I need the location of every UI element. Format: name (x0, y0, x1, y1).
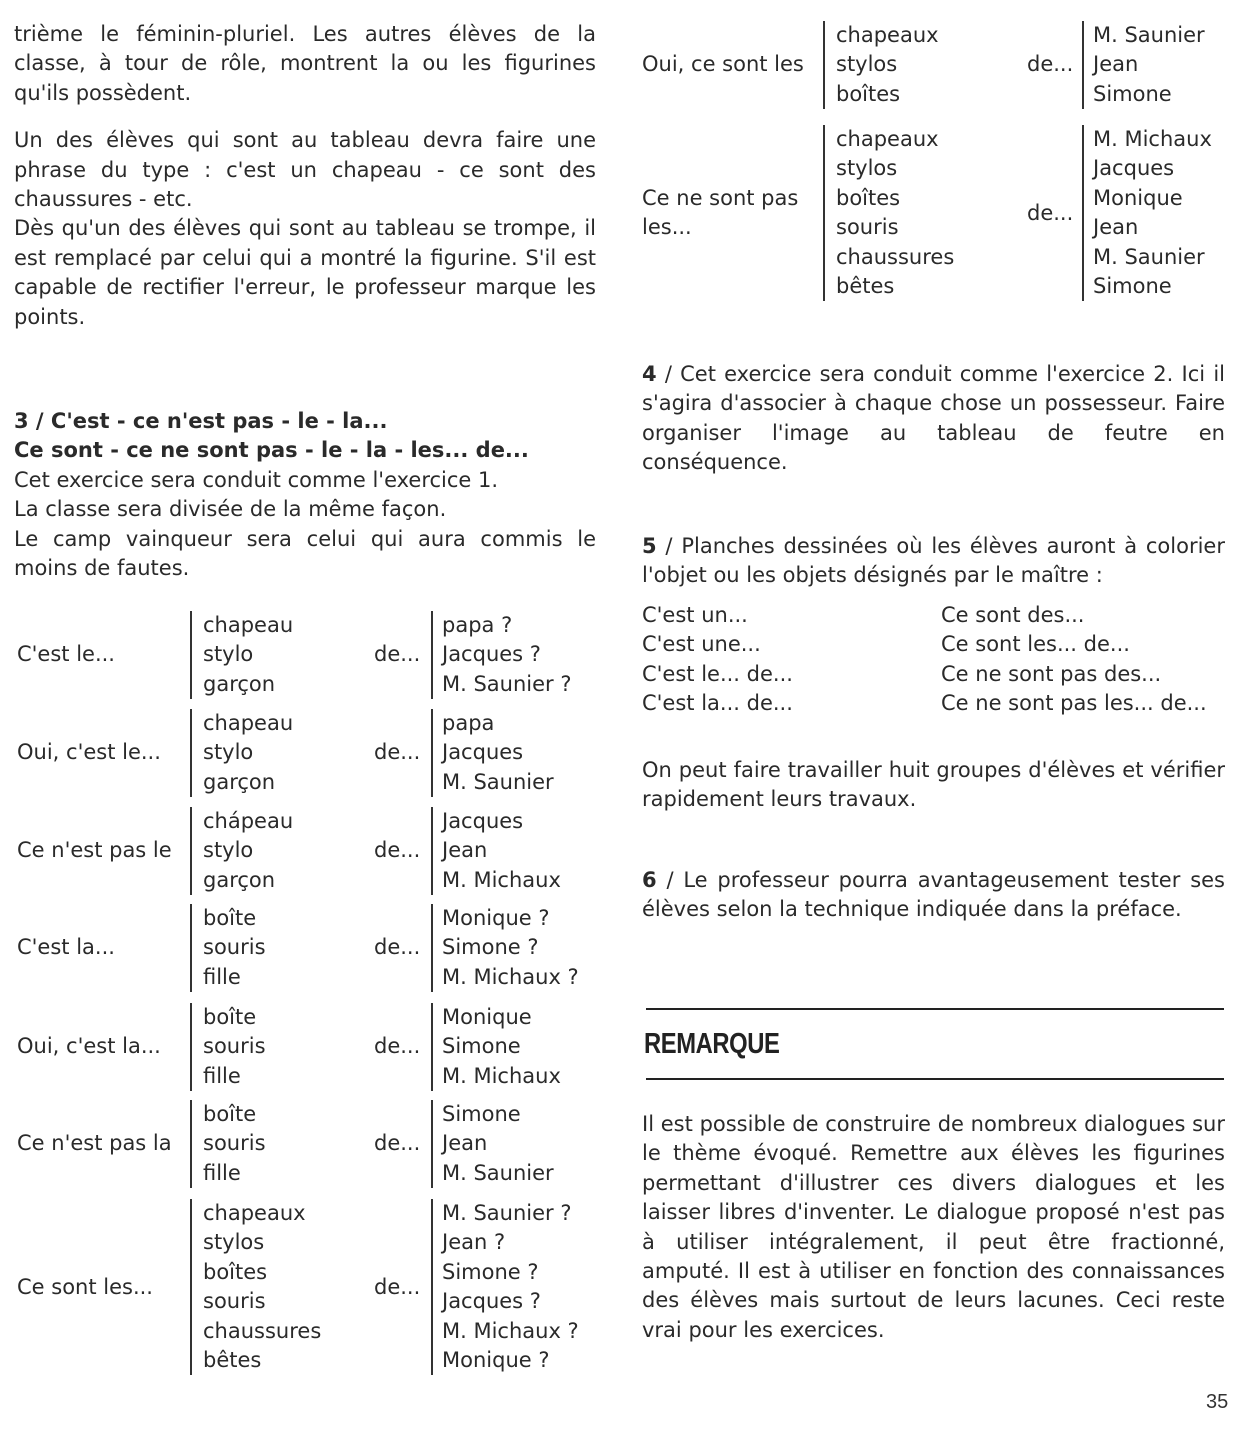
exercise-5-followup: On peut faire travailler huit groupes d'élèves et vérifier rapidement leurs travaux. (642, 758, 1225, 812)
remarque-bottom-rule (646, 1078, 1224, 1080)
pattern-label: Ce n'est pas la (17, 1131, 172, 1156)
pattern-table (642, 21, 1225, 109)
pattern-nouns (190, 709, 293, 797)
owner: Jean (1093, 52, 1139, 77)
pattern-de: de... (374, 740, 421, 765)
pattern-nouns (190, 1003, 266, 1091)
noun: bêtes (203, 1348, 262, 1373)
pattern-nouns (190, 611, 293, 699)
noun: fille (203, 964, 241, 989)
noun: souris (203, 935, 266, 960)
pattern-owners (1082, 21, 1205, 109)
owner: Jean (442, 1131, 488, 1156)
owner: Simone (442, 1034, 521, 1059)
exercise-5-number: 5 (642, 534, 657, 558)
exercise-4-text: / Cet exercice sera conduit comme l'exercice 2. Ici il s'agira d'associer à chaque chose un possesseur. Faire organiser l'image au tableau de feutre en conséquence. (642, 362, 1225, 475)
pattern-nouns (190, 904, 266, 992)
noun: stylos (203, 1230, 265, 1255)
owner: Monique ? (442, 906, 550, 930)
noun: souris (203, 1131, 266, 1156)
owner: Monique ? (442, 1348, 550, 1373)
pattern-table (642, 125, 1225, 301)
intro-paragraph-3: Dès qu'un des élèves qui sont au tableau se trompe, il est remplacé par celui qui a montré la figurine. S'il est capable de rectifier l'erreur, le professeur marque les points. (14, 216, 596, 329)
owner: papa (442, 711, 495, 735)
exercise-5-phrases-col-2 (941, 601, 1231, 719)
exercise-5 (642, 532, 1225, 591)
pattern-table (17, 709, 597, 797)
pattern-owners (431, 904, 579, 992)
remarque-title: REMARQUE (644, 1028, 780, 1060)
noun: boîte (203, 1102, 257, 1126)
phrase: C'est le... de... (642, 661, 793, 686)
pattern-de: de... (374, 642, 421, 667)
pattern-de: de... (374, 1034, 421, 1059)
owner: Jacques ? (442, 1289, 541, 1314)
owner: Monique (1093, 185, 1183, 210)
owner: M. Michaux (1093, 127, 1212, 151)
noun: chapeau (203, 613, 294, 637)
pattern-label: C'est le... (17, 642, 115, 667)
pattern-de: de... (374, 1131, 421, 1156)
owner: Jean ? (442, 1230, 506, 1255)
owner: Jacques (442, 809, 524, 833)
page-number: 35 (1206, 1391, 1229, 1413)
exercise-4 (642, 360, 1225, 478)
noun: souris (203, 1034, 266, 1059)
pattern-owners (431, 611, 572, 699)
pattern-label: Ce ne sont pas les... (642, 185, 799, 240)
pattern-de: de... (374, 1274, 421, 1299)
noun: boîte (203, 1005, 257, 1029)
pattern-owners (431, 1199, 579, 1375)
remarque-top-rule (646, 1008, 1224, 1010)
pattern-nouns (190, 807, 293, 895)
pattern-de: de... (1027, 200, 1074, 225)
pattern-nouns (823, 125, 954, 301)
pattern-label: Ce sont les... (17, 1274, 153, 1299)
noun: boîte (203, 906, 257, 930)
exercise-6-number: 6 (642, 868, 657, 892)
exercise-3-title-line-1: / C'est - ce n'est pas - le - la... (28, 409, 388, 433)
noun: chaussures (836, 244, 955, 269)
pattern-table (17, 904, 597, 992)
pattern-owners (431, 1100, 554, 1188)
phrase: Ce ne sont pas des... (941, 661, 1162, 686)
phrase: C'est un... (642, 603, 748, 627)
owner: M. Saunier (1093, 23, 1205, 47)
pattern-table (17, 1199, 597, 1375)
pattern-label: C'est la... (17, 935, 115, 960)
exercise-3-line-2: La classe sera divisée de la même façon. (14, 497, 447, 522)
intro-paragraph-2: Un des élèves qui sont au tableau devra faire une phrase du type : c'est un chapeau - ce sont des chaussures - etc. (14, 128, 596, 212)
owner: M. Michaux (442, 867, 561, 892)
owner: M. Saunier (1093, 244, 1205, 269)
noun: chapeaux (836, 23, 939, 47)
noun: stylo (203, 838, 254, 863)
owner: M. Saunier ? (442, 1201, 572, 1225)
exercise-3-title-line-2: Ce sont - ce ne sont pas - le - la - les... de... (14, 438, 529, 463)
noun: bêtes (836, 274, 895, 299)
owner: M. Michaux ? (442, 1318, 579, 1343)
phrase: Ce ne sont pas les... de... (941, 691, 1207, 716)
phrase: C'est une... (642, 632, 761, 657)
pattern-table (17, 807, 597, 895)
pattern-label: Oui, c'est la... (17, 1034, 161, 1059)
phrase: Ce sont les... de... (941, 632, 1130, 657)
exercise-6-text: / Le professeur pourra avantageusement tester ses élèves selon la technique indiquée dans la préface. (642, 868, 1225, 922)
noun: chapeaux (203, 1201, 306, 1225)
owner: papa ? (442, 613, 513, 637)
noun: garçon (203, 671, 276, 696)
exercise-5-text: / Planches dessinées où les élèves auront à colorier l'objet ou les objets désignés par le maître : (642, 534, 1225, 588)
phrase: Ce sont des... (941, 603, 1085, 627)
noun: stylo (203, 642, 254, 667)
noun: fille (203, 1063, 241, 1088)
pattern-table (17, 1003, 597, 1091)
owner: Simone (1093, 274, 1172, 299)
noun: stylos (836, 156, 898, 181)
left-column (14, 20, 596, 332)
pattern-nouns (190, 1199, 321, 1375)
noun: boîtes (836, 81, 901, 106)
owner: M. Michaux (442, 1063, 561, 1088)
noun: souris (203, 1289, 266, 1314)
exercise-3-number: 3 (14, 409, 29, 433)
exercise-3-line-3: Le camp vainqueur sera celui qui aura commis le moins de fautes. (14, 526, 596, 581)
pattern-owners (431, 709, 554, 797)
pattern-owners (431, 807, 561, 895)
owner: Jacques ? (442, 642, 541, 667)
owner: M. Michaux ? (442, 964, 579, 989)
pattern-table (17, 1100, 597, 1188)
noun: chaussures (203, 1318, 322, 1343)
pattern-de: de... (374, 838, 421, 863)
pattern-de: de... (1027, 52, 1074, 77)
owner: M. Saunier ? (442, 671, 572, 696)
pattern-owners (431, 1003, 561, 1091)
pattern-de: de... (374, 935, 421, 960)
owner: Jacques (1093, 156, 1175, 181)
phrase: C'est la... de... (642, 691, 793, 716)
pattern-nouns (190, 1100, 266, 1188)
pattern-owners (1082, 125, 1212, 301)
exercise-5-phrases-col-1 (642, 601, 922, 719)
owner: Simone ? (442, 1259, 539, 1284)
noun: boîtes (836, 185, 901, 210)
exercise-3-heading (14, 407, 596, 583)
noun: souris (836, 215, 899, 240)
noun: garçon (203, 769, 276, 794)
owner: Jacques (442, 740, 524, 765)
noun: stylos (836, 52, 898, 77)
exercise-6 (642, 866, 1225, 925)
owner: Jean (442, 838, 488, 863)
noun: chapeau (203, 711, 294, 735)
owner: Simone (1093, 81, 1172, 106)
noun: chapeaux (836, 127, 939, 151)
owner: Monique (442, 1005, 532, 1029)
remarque-text: Il est possible de construire de nombreux dialogues sur le thème évoqué. Remettre aux élèves les figurines permettant d'illustrer ces divers dialogues et les laisser libres d'inventer. Le dialogue proposé n'est pas à utiliser intégralement, il peut être fractionné, amputé. Il est à utiliser en fonction des connaissances des élèves mais surtout de leurs lacunes. Ceci reste vrai pour les exercices. (642, 1112, 1225, 1342)
intro-paragraph-1: trième le féminin-pluriel. Les autres élèves de la classe, à tour de rôle, montrent la ou les figurines qu'ils possèdent. (14, 22, 596, 105)
owner: Simone ? (442, 935, 539, 960)
owner: M. Saunier (442, 769, 554, 794)
exercise-3-line-1: Cet exercice sera conduit comme l'exercice 1. (14, 467, 499, 492)
owner: Jean (1093, 215, 1139, 240)
pattern-label: Oui, c'est le... (17, 740, 161, 765)
noun: boîtes (203, 1259, 268, 1284)
noun: garçon (203, 867, 276, 892)
exercise-4-number: 4 (642, 362, 657, 386)
noun: fille (203, 1160, 241, 1185)
pattern-nouns (823, 21, 939, 109)
pattern-label: Ce n'est pas le (17, 838, 172, 863)
noun: stylo (203, 740, 254, 765)
owner: M. Saunier (442, 1160, 554, 1185)
owner: Simone (442, 1102, 521, 1126)
pattern-label: Oui, ce sont les (642, 52, 804, 77)
pattern-table (17, 611, 597, 699)
noun: chápeau (203, 809, 294, 833)
